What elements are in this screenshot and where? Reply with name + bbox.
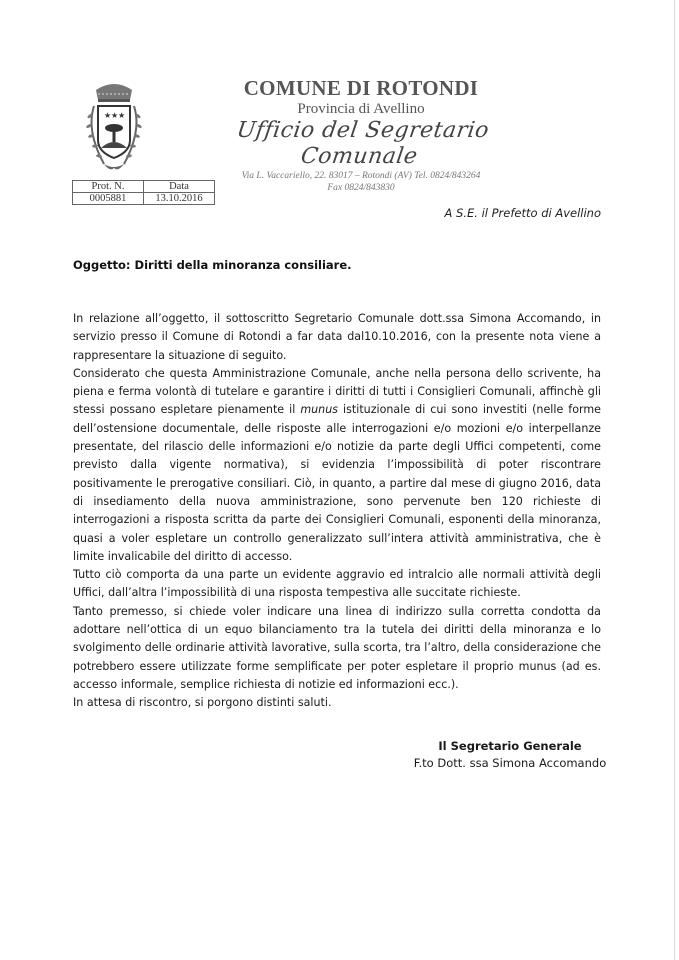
svg-text:★: ★ (104, 111, 112, 120)
svg-text:★: ★ (111, 111, 119, 120)
signature-title: Il Segretario Generale (438, 739, 582, 753)
paragraph-considerations-part1: Considerato che questa Amministrazione Comunale, anche nella persona dello scrivente, ha piena e ferma volontà di tutelare e garantire i diritti di tutti i Consiglieri Comunali, affinchè gli stessi possano espletare pienamente il (73, 366, 601, 417)
protocol-date-label: Data (144, 181, 215, 193)
letter-body (73, 310, 601, 713)
paragraph-closing: In attesa di riscontro, si porgono distinti saluti. (73, 696, 332, 710)
province-name: Provincia di Avellino (297, 101, 425, 117)
subject-line: Oggetto: Diritti della minoranza consiliare. (73, 258, 352, 272)
letterhead (222, 76, 500, 194)
paragraph-considerations (73, 365, 601, 566)
paragraph-consequences: Tutto ciò comporta da una parte un evidente aggravio ed intralcio alle normali attività degli Uffici, dall’altra l’impossibilità di una risposta tempestiva alle succitate richieste. (73, 568, 601, 600)
paragraph-intro: In relazione all’oggetto, il sottoscritto Segretario Comunale dott.ssa Simona Accomando, in servizio presso il Comune di Rotondi a far data dal10.10.2016, con la presente nota viene a rappresentare la situazione di seguito. (73, 312, 601, 362)
paragraph-request: Tanto premesso, si chiede voler indicare una linea di indirizzo sulla corretta condotta da adottare nell’ottica di un equo bilanciamento tra la tutela dei diritti della minoranza e lo svolgimento delle ordinarie attività lavorative, sulla scorta, tra l’altro, della considerazione che potrebbero essere utilizzate forme semplificate per poter espletare il proprio munus (ad es. accesso informale, semplice richiesta di notizie ed informazioni ecc.). (73, 604, 601, 691)
protocol-number-label: Prot. N. (73, 181, 144, 193)
municipal-coat-of-arms-icon (74, 76, 154, 176)
svg-text:★: ★ (118, 111, 126, 120)
municipality-name: COMUNE DI ROTONDI (243, 76, 479, 100)
office-name: Ufficio del Segretario Comunale (235, 118, 491, 169)
signature-name: F.to Dott. ssa Simona Accomando (413, 756, 607, 770)
munus-term: munus (300, 403, 339, 417)
protocol-number-value: 0005881 (73, 193, 144, 205)
signature-block (410, 738, 610, 772)
protocol-table (72, 180, 215, 205)
recipient: A S.E. il Prefetto di Avellino (444, 206, 601, 220)
page-edge-line (674, 0, 675, 960)
office-fax: Fax 0824/843830 (327, 183, 395, 193)
office-address: Via L. Vaccariello, 22. 83017 – Rotondi (AV) Tel. 0824/843264 (241, 171, 481, 181)
paragraph-considerations-part2: istituzionale di cui sono investiti (nelle forme dell’ostensione documentale, delle risposte alle interrogazioni e/o mozioni e/o interpellanze presentate, del rilascio delle informazioni e/o notizie da parte degli Uffici competenti, come previsto dalla vigente normativa), si evidenzia l’impossibilità di poter riscontrare positivamente le prerogative consiliari. Ciò, in quanto, a partire dal mese di giugno 2016, data di insediamento della nuova amministrazione, sono pervenute ben 120 richieste di interrogazioni a risposta scritta da parte dei Consiglieri Comunali, esponenti della minoranza, quasi a voler espletare un controllo generalizzato sull’intera attività amministrativa, che è limite invalicabile del diritto di accesso. (73, 403, 601, 563)
protocol-date-value: 13.10.2016 (144, 193, 215, 205)
